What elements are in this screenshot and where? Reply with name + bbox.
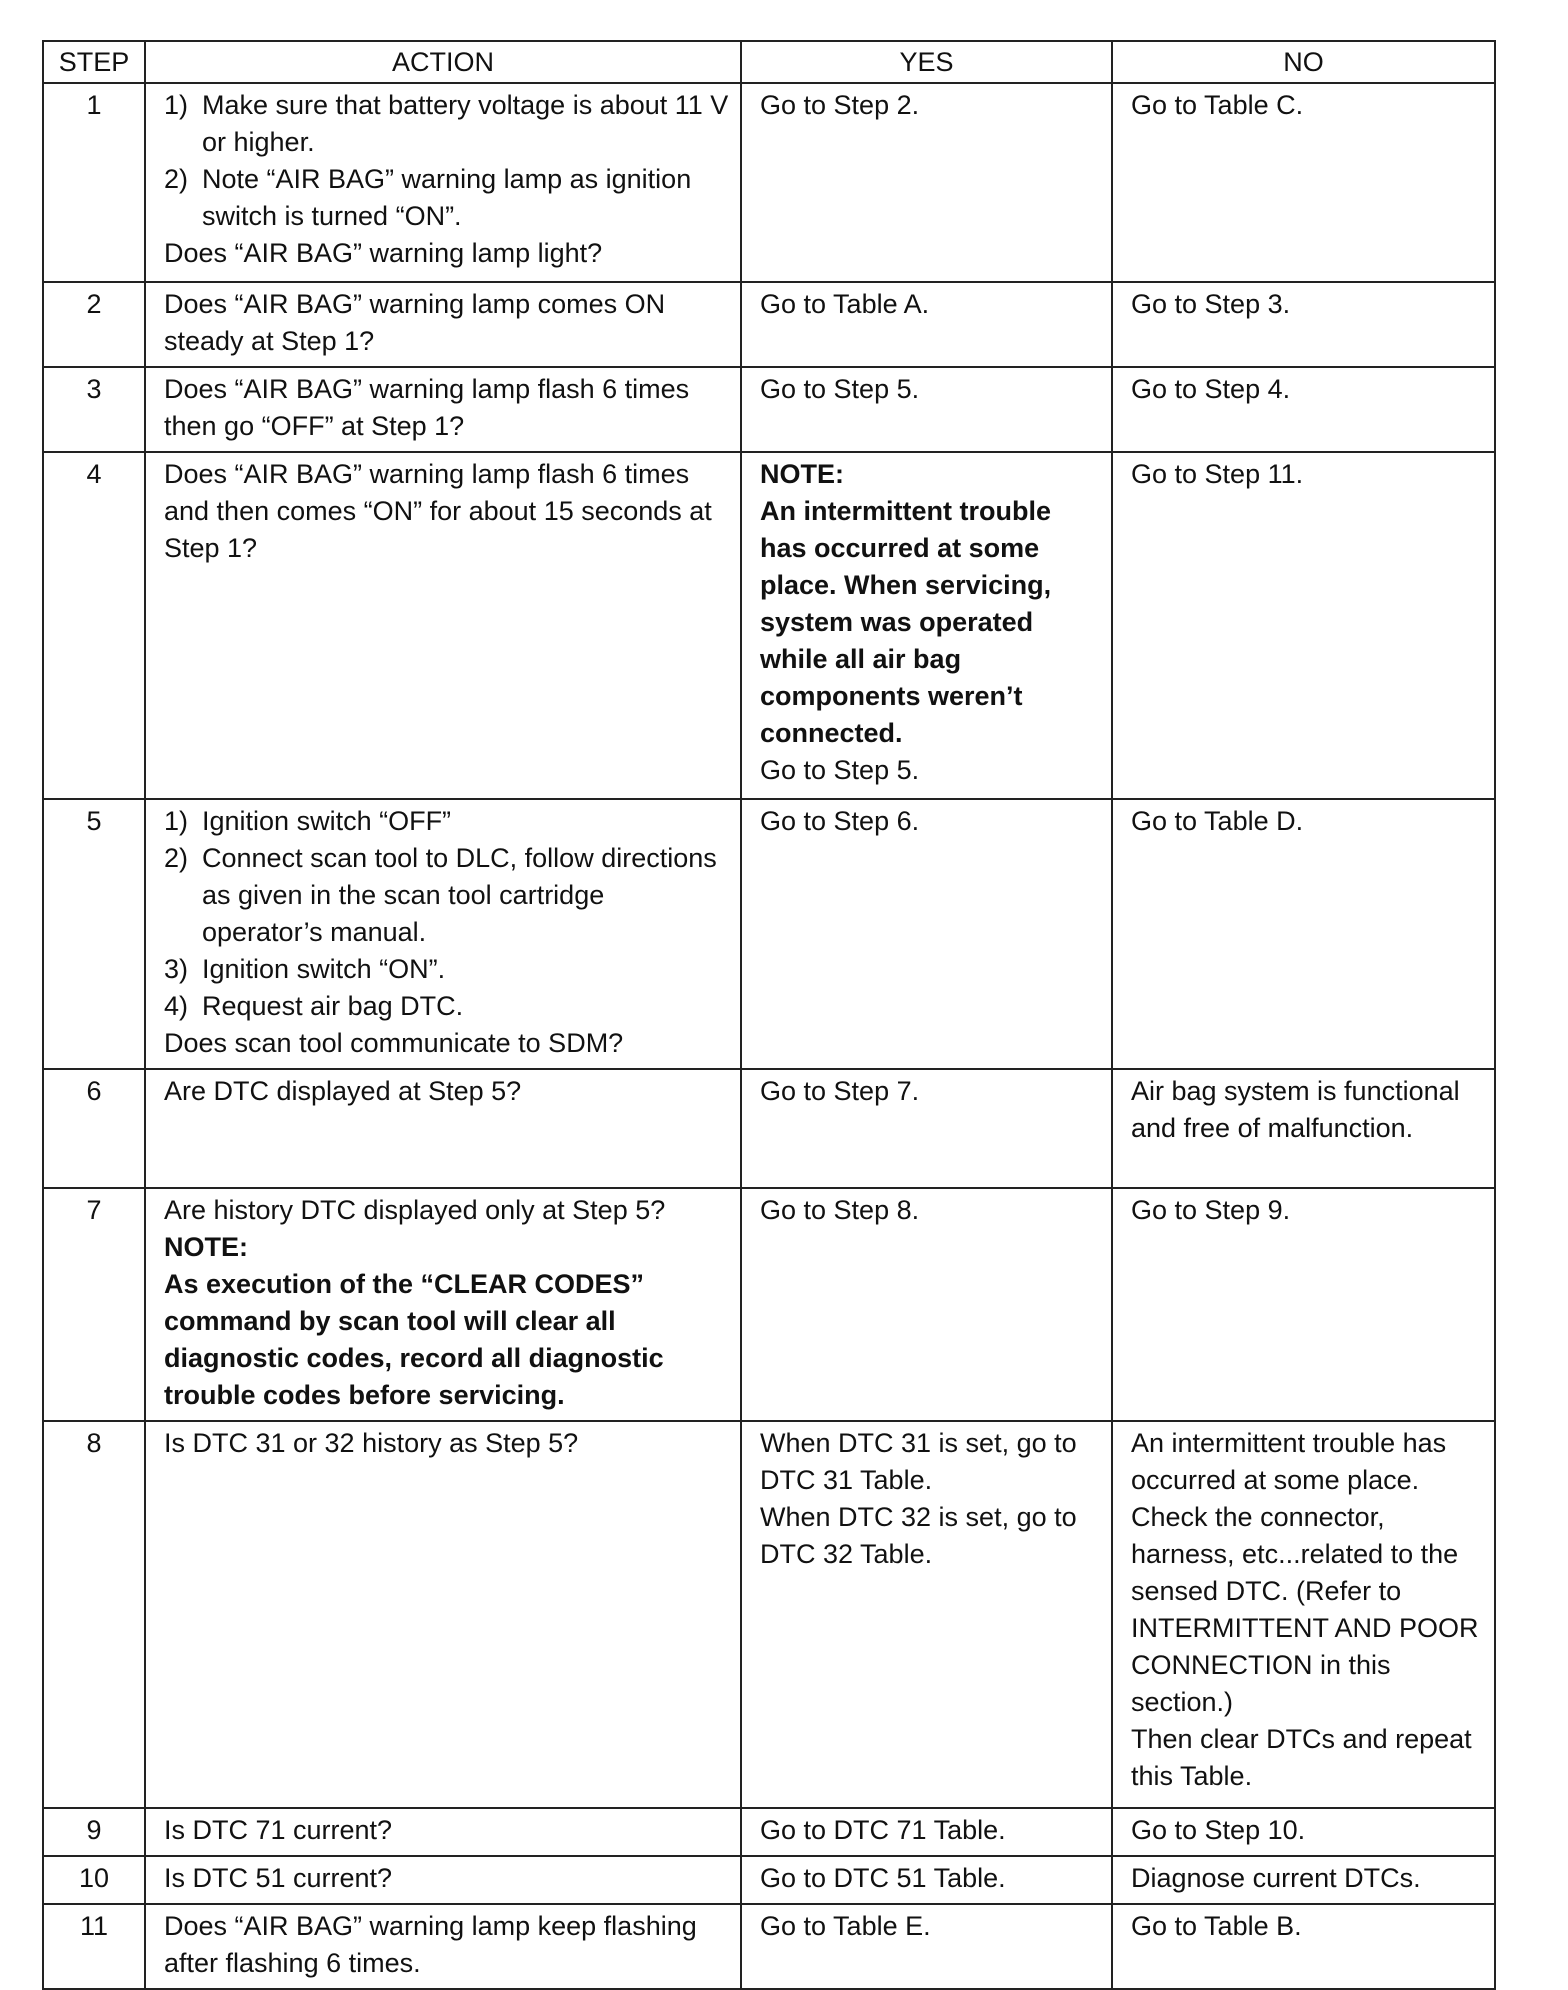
action-question: Does scan tool communicate to SDM? xyxy=(164,1028,624,1058)
step-number: 11 xyxy=(43,1904,145,1989)
action-cell: Does “AIR BAG” warning lamp comes ON steady at Step 1? xyxy=(145,282,741,367)
action-cell: Does “AIR BAG” warning lamp keep flashing after flashing 6 times. xyxy=(145,1904,741,1989)
action-question: Are history DTC displayed only at Step 5? xyxy=(164,1195,666,1225)
item-number: 1) xyxy=(164,806,189,836)
action-list xyxy=(164,803,730,1025)
action-cell: Does “AIR BAG” warning lamp flash 6 times and then comes “ON” for about 15 seconds at Step 1? xyxy=(145,452,741,799)
list-item xyxy=(164,951,730,988)
no-cell: Go to Table B. xyxy=(1112,1904,1495,1989)
action-list xyxy=(164,87,730,235)
item-text: Make sure that battery voltage is about 11 V or higher. xyxy=(202,90,729,157)
yes-cell: Go to Step 8. xyxy=(741,1188,1112,1421)
action-cell: Is DTC 51 current? xyxy=(145,1856,741,1904)
no-line: Then clear DTCs and repeat this Table. xyxy=(1131,1724,1472,1791)
header-step: STEP xyxy=(43,41,145,83)
item-text: Ignition switch “ON”. xyxy=(202,954,446,984)
table-header-row xyxy=(43,41,1495,83)
step-number: 4 xyxy=(43,452,145,799)
note-text: An intermittent trouble has occurred at some place. When servicing, system was operated while all air bag components weren’t connected. xyxy=(760,496,1052,748)
no-line: An intermittent trouble has occurred at some place. Check the connector, harness, etc...related to the sensed DTC. (Refer to INTERMITTENT AND POOR CONNECTION in this section.) xyxy=(1131,1428,1479,1717)
list-item xyxy=(164,840,730,951)
yes-cell: Go to DTC 71 Table. xyxy=(741,1808,1112,1856)
table-row xyxy=(43,1856,1495,1904)
item-text: Request air bag DTC. xyxy=(202,991,464,1021)
item-number: 4) xyxy=(164,991,189,1021)
header-action: ACTION xyxy=(145,41,741,83)
no-cell: Air bag system is functional and free of malfunction. xyxy=(1112,1069,1495,1188)
item-text: Note “AIR BAG” warning lamp as ignition switch is turned “ON”. xyxy=(202,164,692,231)
table-row xyxy=(43,367,1495,452)
table-row xyxy=(43,799,1495,1069)
yes-cell xyxy=(741,452,1112,799)
note-text: As execution of the “CLEAR CODES” command by scan tool will clear all diagnostic codes, record all diagnostic trouble codes before servicing. xyxy=(164,1269,664,1410)
item-number: 1) xyxy=(164,90,189,120)
list-item xyxy=(164,161,730,235)
action-cell: Does “AIR BAG” warning lamp flash 6 times then go “OFF” at Step 1? xyxy=(145,367,741,452)
yes-cell: Go to Step 2. xyxy=(741,83,1112,282)
list-item xyxy=(164,87,730,161)
no-cell: Diagnose current DTCs. xyxy=(1112,1856,1495,1904)
action-cell: Is DTC 71 current? xyxy=(145,1808,741,1856)
yes-result: Go to Step 5. xyxy=(760,755,920,785)
list-item xyxy=(164,988,730,1025)
step-number: 9 xyxy=(43,1808,145,1856)
item-text: Ignition switch “OFF” xyxy=(202,806,452,836)
no-cell: Go to Step 9. xyxy=(1112,1188,1495,1421)
step-number: 5 xyxy=(43,799,145,1069)
step-number: 10 xyxy=(43,1856,145,1904)
table-row xyxy=(43,1421,1495,1808)
header-no: NO xyxy=(1112,41,1495,83)
table-row xyxy=(43,1188,1495,1421)
yes-line: When DTC 32 is set, go to DTC 32 Table. xyxy=(760,1502,1077,1569)
action-cell: Is DTC 31 or 32 history as Step 5? xyxy=(145,1421,741,1808)
item-number: 2) xyxy=(164,164,189,194)
note-label: NOTE: xyxy=(164,1232,248,1262)
action-question: Does “AIR BAG” warning lamp light? xyxy=(164,238,603,268)
yes-cell: Go to Table A. xyxy=(741,282,1112,367)
table-row xyxy=(43,83,1495,282)
yes-cell: Go to Step 5. xyxy=(741,367,1112,452)
note-label: NOTE: xyxy=(760,459,844,489)
table-row xyxy=(43,282,1495,367)
yes-line: When DTC 31 is set, go to DTC 31 Table. xyxy=(760,1428,1077,1495)
table-row xyxy=(43,1069,1495,1188)
item-number: 2) xyxy=(164,843,189,873)
yes-cell: Go to Step 6. xyxy=(741,799,1112,1069)
no-cell: Go to Table C. xyxy=(1112,83,1495,282)
step-number: 1 xyxy=(43,83,145,282)
item-number: 3) xyxy=(164,954,189,984)
step-number: 2 xyxy=(43,282,145,367)
action-cell xyxy=(145,83,741,282)
step-number: 8 xyxy=(43,1421,145,1808)
action-cell xyxy=(145,1188,741,1421)
header-yes: YES xyxy=(741,41,1112,83)
step-number: 3 xyxy=(43,367,145,452)
step-number: 6 xyxy=(43,1069,145,1188)
no-cell: Go to Step 3. xyxy=(1112,282,1495,367)
table-row xyxy=(43,1808,1495,1856)
step-number: 7 xyxy=(43,1188,145,1421)
no-cell xyxy=(1112,1421,1495,1808)
action-cell xyxy=(145,799,741,1069)
yes-cell xyxy=(741,1421,1112,1808)
no-cell: Go to Step 11. xyxy=(1112,452,1495,799)
yes-cell: Go to Table E. xyxy=(741,1904,1112,1989)
table-row xyxy=(43,1904,1495,1989)
action-cell: Are DTC displayed at Step 5? xyxy=(145,1069,741,1188)
list-item xyxy=(164,803,730,840)
no-cell: Go to Table D. xyxy=(1112,799,1495,1069)
yes-cell: Go to DTC 51 Table. xyxy=(741,1856,1112,1904)
diagnostic-flow-table xyxy=(42,40,1496,1990)
yes-cell: Go to Step 7. xyxy=(741,1069,1112,1188)
no-cell: Go to Step 10. xyxy=(1112,1808,1495,1856)
no-cell: Go to Step 4. xyxy=(1112,367,1495,452)
table-row xyxy=(43,452,1495,799)
item-text: Connect scan tool to DLC, follow directions as given in the scan tool cartridge operator’s manual. xyxy=(202,843,717,947)
